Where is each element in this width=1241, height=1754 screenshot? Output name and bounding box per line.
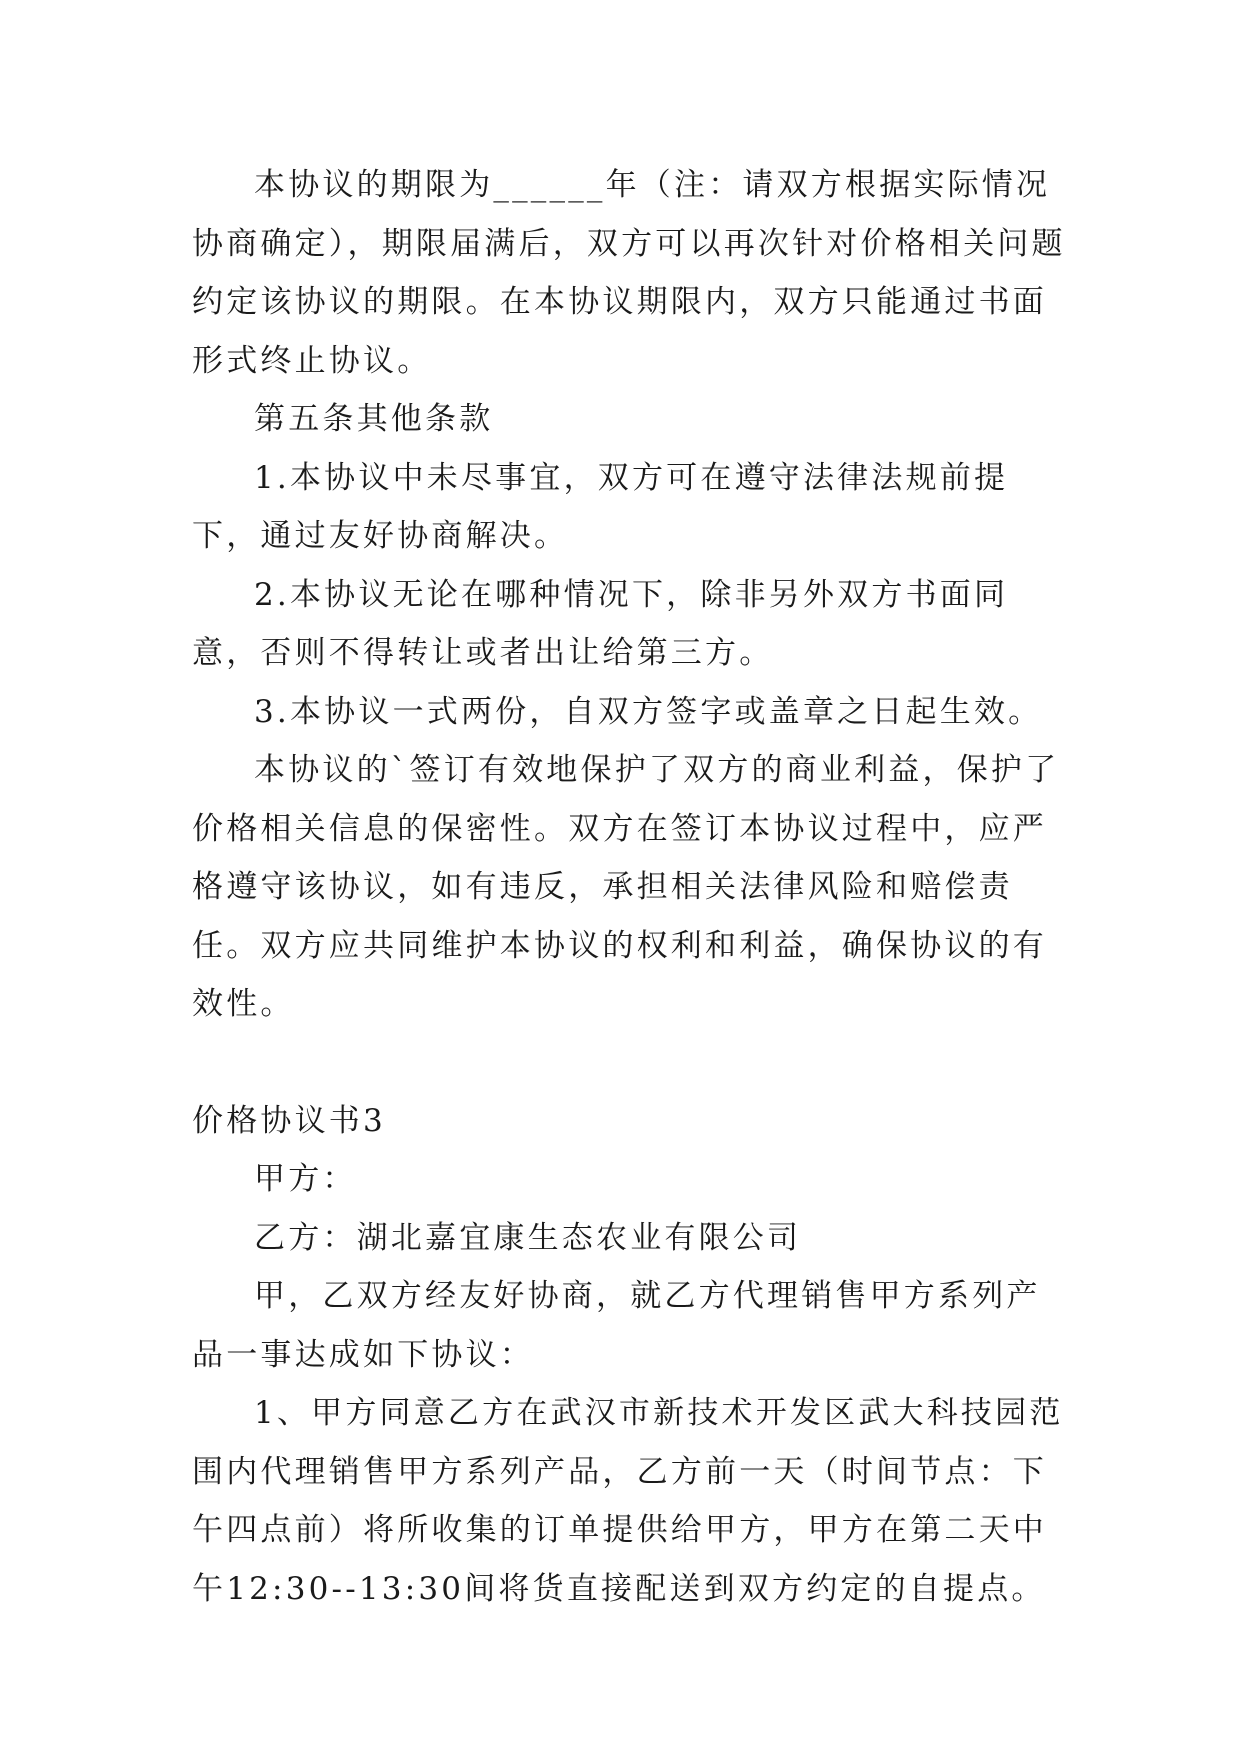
document-page	[192, 156, 1072, 1618]
party-b: 乙方：湖北嘉宜康生态农业有限公司	[254, 1219, 802, 1256]
article5-title: 第五条其他条款	[254, 401, 494, 437]
agreement-title: 价格协议书3	[192, 1102, 386, 1139]
section-gap	[192, 1034, 1072, 1092]
intro-paragraph: 甲，乙双方经友好协商，就乙方代理销售甲方系列产品一事达成如下协议：	[192, 1278, 1041, 1373]
closing-paragraph: 本协议的`签订有效地保护了双方的商业利益，保护了价格相关信息的保密性。双方在签订本协议过程中，应严格遵守该协议，如有违反，承担相关法律风险和赔偿责任。双方应共同维护本协议的权利和利益，确保协议的有效性。	[192, 752, 1060, 1022]
party-a: 甲方：	[254, 1161, 357, 1197]
clause-1: 1、甲方同意乙方在武汉市新技术开发区武大科技园范围内代理销售甲方系列产品，乙方前一天（时间节点：下午四点前）将所收集的订单提供给甲方，甲方在第二天中午12:30--13:30间将货直接配送到双方约定的自提点。	[192, 1395, 1064, 1607]
article5-item-1: 1.本协议中未尽事宜，双方可在遵守法律法规前提下，通过友好协商解决。	[192, 459, 1009, 554]
article5-item-3: 3.本协议一式两份，自双方签字或盖章之日起生效。	[254, 693, 1043, 730]
article5-item-2: 2.本协议无论在哪种情况下，除非另外双方书面同意，否则不得转让或者出让给第三方。	[192, 576, 1009, 671]
term-paragraph: 本协议的期限为______年（注：请双方根据实际情况协商确定），期限届满后，双方可以再次针对价格相关问题约定该协议的期限。在本协议期限内，双方只能通过书面形式终止协议。	[192, 167, 1066, 379]
